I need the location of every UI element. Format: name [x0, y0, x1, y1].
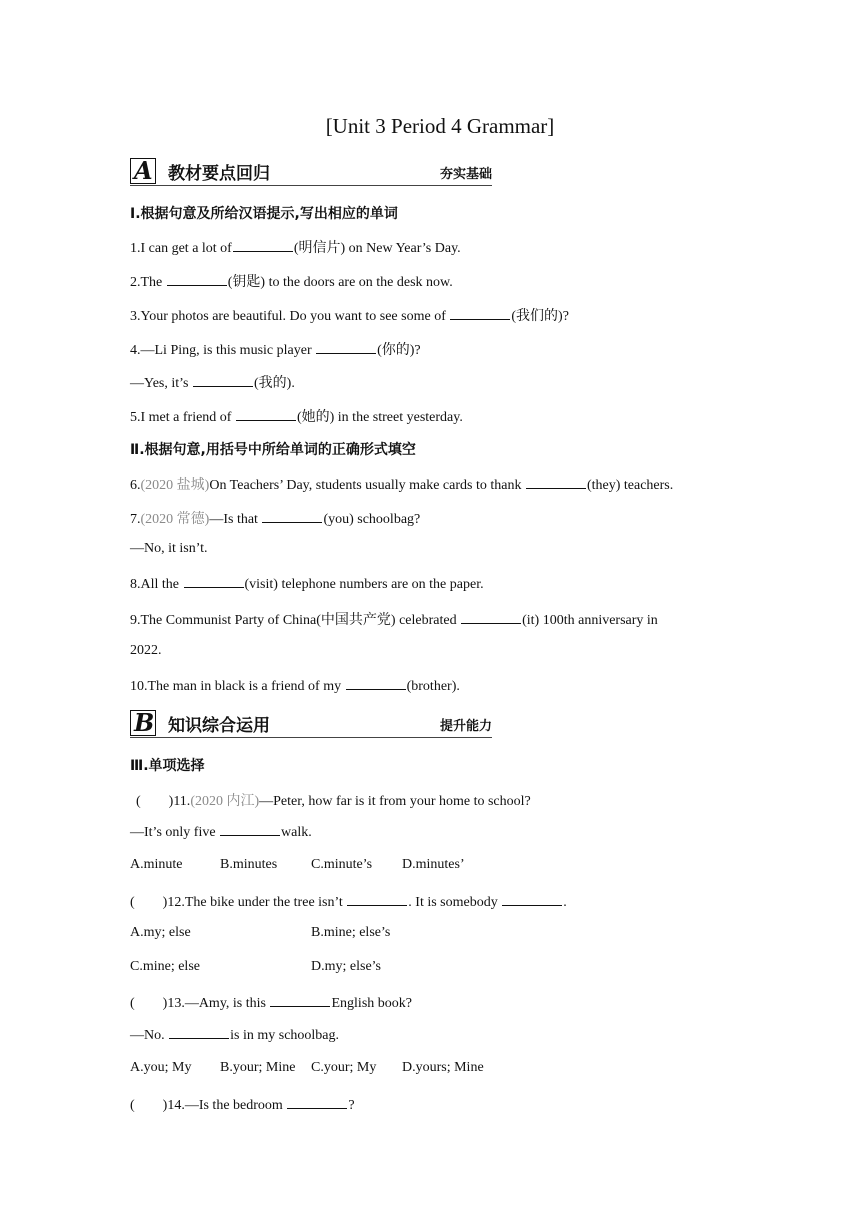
answer-blank[interactable]	[316, 341, 376, 354]
question-4b	[130, 372, 295, 392]
question-8	[130, 575, 484, 593]
question-text: —Peter, how far is it from your home to school?	[259, 794, 531, 809]
question-hint: (it) 100th anniversary in	[522, 613, 658, 628]
question-text: ( )14.—Is the bedroom	[130, 1098, 287, 1113]
question-2	[130, 271, 453, 291]
question-11b	[130, 823, 312, 841]
banner-subtitle: 提升能力	[439, 719, 492, 734]
question-12	[130, 891, 567, 911]
question-9a	[130, 609, 658, 629]
answer-blank[interactable]	[236, 408, 296, 421]
option-a: A.my; else	[130, 925, 191, 940]
question-hint: (钥匙) to the doors are on the desk now.	[227, 275, 453, 290]
option-d: D.minutes’	[402, 857, 465, 872]
option-b: B.mine; else’s	[311, 925, 391, 940]
answer-blank[interactable]	[450, 307, 510, 320]
section-heading-1: Ⅰ.根据句意及所给汉语提示,写出相应的单词	[130, 206, 398, 222]
question-text: ( )13.—Amy, is this	[130, 996, 270, 1011]
option-b: B.minutes	[220, 857, 278, 872]
answer-blank[interactable]	[346, 677, 406, 690]
answer-blank[interactable]	[502, 893, 562, 906]
question-text: . It is somebody	[408, 895, 502, 910]
answer-blank[interactable]	[526, 476, 586, 489]
question-source: (2020 常德)	[140, 512, 210, 527]
question-hint: English book?	[331, 996, 412, 1011]
banner-letter: A	[134, 156, 153, 185]
page-title: [Unit 3 Period 4 Grammar]	[325, 114, 555, 138]
question-6	[130, 474, 673, 494]
banner-title: 知识综合运用	[168, 716, 270, 736]
section-heading-3: Ⅲ.单项选择	[130, 758, 205, 774]
answer-blank[interactable]	[270, 994, 330, 1007]
option-a: A.minute	[130, 857, 183, 872]
question-hint: (你的)?	[377, 343, 421, 358]
question-14	[130, 1094, 355, 1114]
question-text: —Is that	[209, 512, 262, 527]
banner-title: 教材要点回归	[168, 164, 270, 184]
answer-paren: ( )11.	[136, 794, 191, 809]
question-4a	[130, 339, 421, 359]
question-text: 5.I met a friend of	[130, 410, 235, 425]
answer-blank[interactable]	[193, 374, 253, 387]
question-hint: (我的).	[254, 376, 295, 391]
option-c: C.your; My	[311, 1060, 377, 1075]
option-b: B.your; Mine	[220, 1060, 296, 1075]
question-source: (2020 内江)	[190, 794, 260, 809]
section-banner-a	[130, 155, 492, 186]
question-hint: (明信片) on New Year’s Day.	[293, 241, 461, 256]
option-c: C.minute’s	[311, 857, 373, 872]
question-number: 6.	[130, 478, 141, 493]
banner-letter-box	[130, 158, 156, 184]
question-hint: (她的) in the street yesterday.	[296, 410, 463, 425]
question-9b: 2022.	[130, 643, 162, 658]
answer-blank[interactable]	[169, 1026, 229, 1039]
option-d: D.my; else’s	[311, 959, 381, 974]
answer-blank[interactable]	[167, 273, 227, 286]
question-number: 7.	[130, 512, 141, 527]
banner-subtitle: 夯实基础	[439, 167, 492, 182]
answer-blank[interactable]	[220, 823, 280, 836]
question-text: 3.Your photos are beautiful. Do you want to see some of	[130, 309, 450, 324]
option-d: D.yours; Mine	[402, 1060, 484, 1075]
question-13b	[130, 1026, 339, 1044]
banner-letter-box	[130, 710, 156, 736]
question-hint: (you) schoolbag?	[323, 512, 421, 527]
question-text: ( )12.The bike under the tree isn’t	[130, 895, 347, 910]
answer-blank[interactable]	[184, 575, 244, 588]
question-hint: is in my schoolbag.	[230, 1028, 340, 1043]
question-text: 9.The Communist Party of China(中国共产党) celebrated	[130, 613, 461, 628]
question-text: 1.I can get a lot of	[130, 241, 232, 256]
question-text: On Teachers’ Day, students usually make cards to thank	[209, 478, 525, 493]
question-text: 2.The	[130, 275, 166, 290]
question-hint: ?	[348, 1098, 355, 1113]
banner-letter: B	[134, 708, 155, 737]
question-13	[130, 992, 412, 1012]
question-hint: (brother).	[406, 679, 460, 694]
option-c: C.mine; else	[130, 959, 200, 974]
question-hint: walk.	[281, 825, 312, 840]
question-11	[136, 790, 531, 810]
question-3	[130, 305, 569, 325]
question-text: —No.	[130, 1028, 169, 1043]
question-7a	[130, 508, 420, 528]
question-text: 10.The man in black is a friend of my	[130, 679, 345, 694]
question-hint: (visit) telephone numbers are on the paper.	[244, 577, 484, 592]
question-text: .	[563, 895, 567, 910]
option-a: A.you; My	[130, 1060, 192, 1075]
answer-blank[interactable]	[287, 1096, 347, 1109]
answer-blank[interactable]	[233, 239, 293, 252]
question-7b: —No, it isn’t.	[130, 541, 208, 556]
answer-blank[interactable]	[347, 893, 407, 906]
question-text: —It’s only five	[130, 825, 220, 840]
answer-blank[interactable]	[461, 611, 521, 624]
question-text: —Yes, it’s	[130, 376, 192, 391]
section-heading-2: Ⅱ.根据句意,用括号中所给单词的正确形式填空	[130, 442, 416, 458]
question-text: 8.All the	[130, 577, 183, 592]
question-text: 4.—Li Ping, is this music player	[130, 343, 316, 358]
question-10	[130, 677, 460, 695]
question-1	[130, 237, 461, 257]
section-banner-b	[130, 707, 492, 738]
question-source: (2020 盐城)	[140, 478, 210, 493]
question-hint: (我们的)?	[511, 309, 569, 324]
answer-blank[interactable]	[262, 510, 322, 523]
question-hint: (they) teachers.	[586, 478, 674, 493]
question-5	[130, 406, 463, 426]
